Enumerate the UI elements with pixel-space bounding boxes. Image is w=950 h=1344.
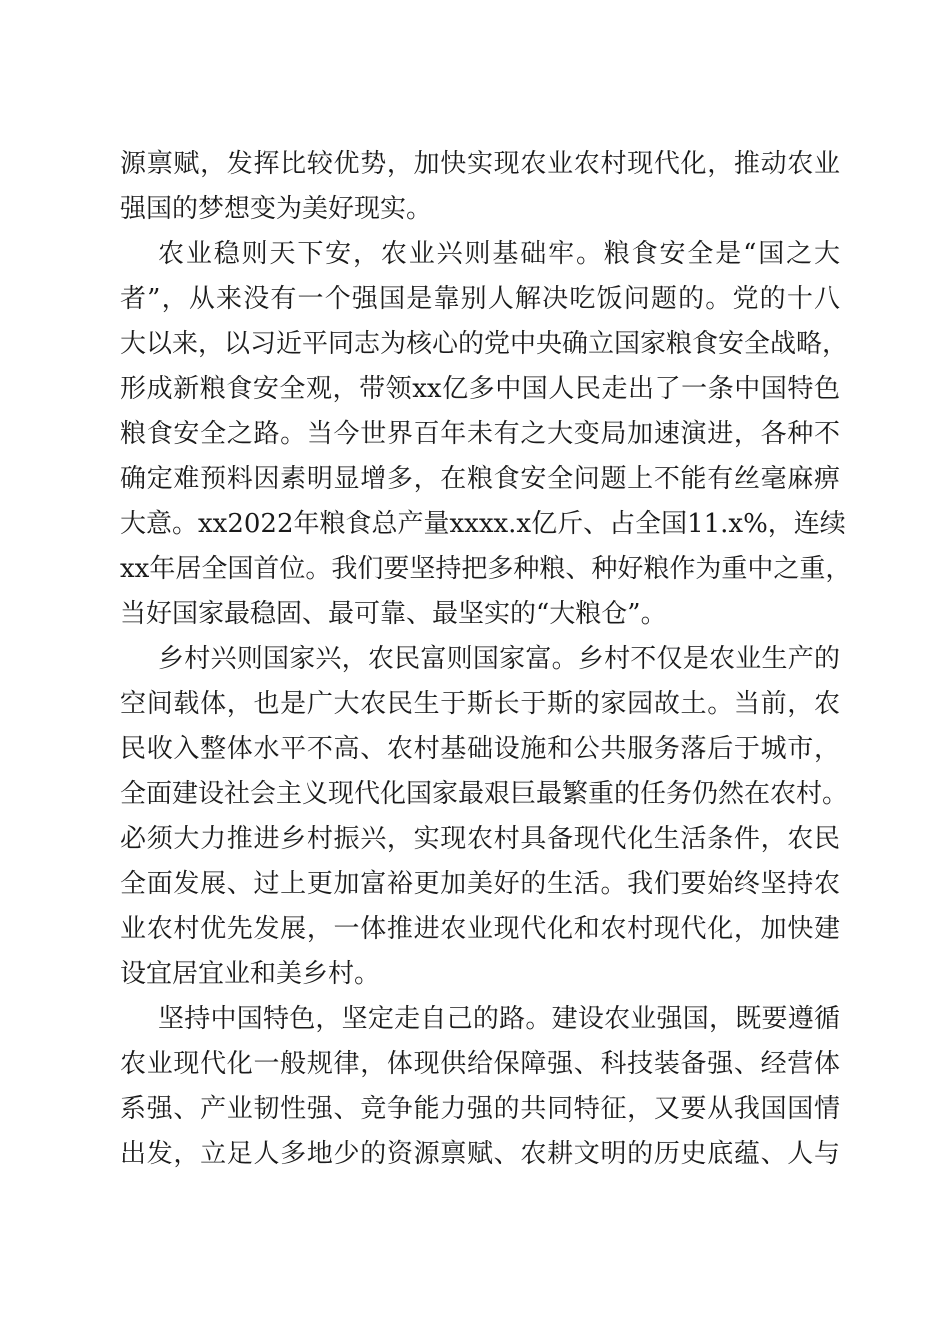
text-line: 全面发展、过上更加富裕更加美好的生活。我们要始终坚持农 (120, 869, 840, 899)
text-line: 源禀赋，发挥比较优势，加快实现农业农村现代化，推动农业 (120, 149, 840, 179)
text-line: 业农村优先发展，一体推进农业现代化和农村现代化，加快建 (120, 914, 840, 944)
text-line: 粮食安全之路。当今世界百年未有之大变局加速演进，各种不 (120, 419, 840, 449)
text-line: 强国的梦想变为美好现实。 (120, 194, 433, 224)
text-line: 全面建设社会主义现代化国家最艰巨最繁重的任务仍然在农村。 (120, 779, 849, 809)
text-line: 出发，立足人多地少的资源禀赋、农耕文明的历史底蕴、人与 (120, 1139, 840, 1169)
text-line: xx年居全国首位。我们要坚持把多种粮、种好粮作为重中之重， (120, 554, 852, 584)
text-line: 大意。xx2022年粮食总产量xxxx.x亿斤、占全国11.x%，连续 (120, 509, 846, 539)
text-line: 形成新粮食安全观，带领xx亿多中国人民走出了一条中国特色 (120, 374, 840, 404)
text-line: 当好国家最稳固、最可靠、最坚实的“大粮仓”。 (120, 599, 667, 629)
text-line: 必须大力推进乡村振兴，实现农村具备现代化生活条件，农民 (120, 824, 840, 854)
text-line: 民收入整体水平不高、农村基础设施和公共服务落后于城市， (120, 734, 840, 764)
text-line: 农业现代化一般规律，体现供给保障强、科技装备强、经营体 (120, 1049, 840, 1079)
text-line: 者”，从来没有一个强国是靠别人解决吃饭问题的。党的十八 (120, 284, 840, 314)
paragraph-first-line: 乡村兴则国家兴，农民富则国家富。乡村不仅是农业生产的 (158, 644, 840, 674)
text-line: 系强、产业韧性强、竞争能力强的共同特征，又要从我国国情 (120, 1094, 840, 1124)
text-line: 设宜居宜业和美乡村。 (120, 959, 381, 989)
text-line: 空间载体，也是广大农民生于斯长于斯的家园故土。当前，农 (120, 689, 840, 719)
text-line: 确定难预料因素明显增多，在粮食安全问题上不能有丝毫麻痹 (120, 464, 840, 494)
paragraph-first-line: 坚持中国特色，坚定走自己的路。建设农业强国，既要遵循 (158, 1004, 840, 1034)
text-line: 大以来，以习近平同志为核心的党中央确立国家粮食安全战略， (120, 329, 849, 359)
document-body (120, 142, 852, 1177)
paragraph-first-line: 农业稳则天下安，农业兴则基础牢。粮食安全是“国之大 (158, 239, 840, 269)
